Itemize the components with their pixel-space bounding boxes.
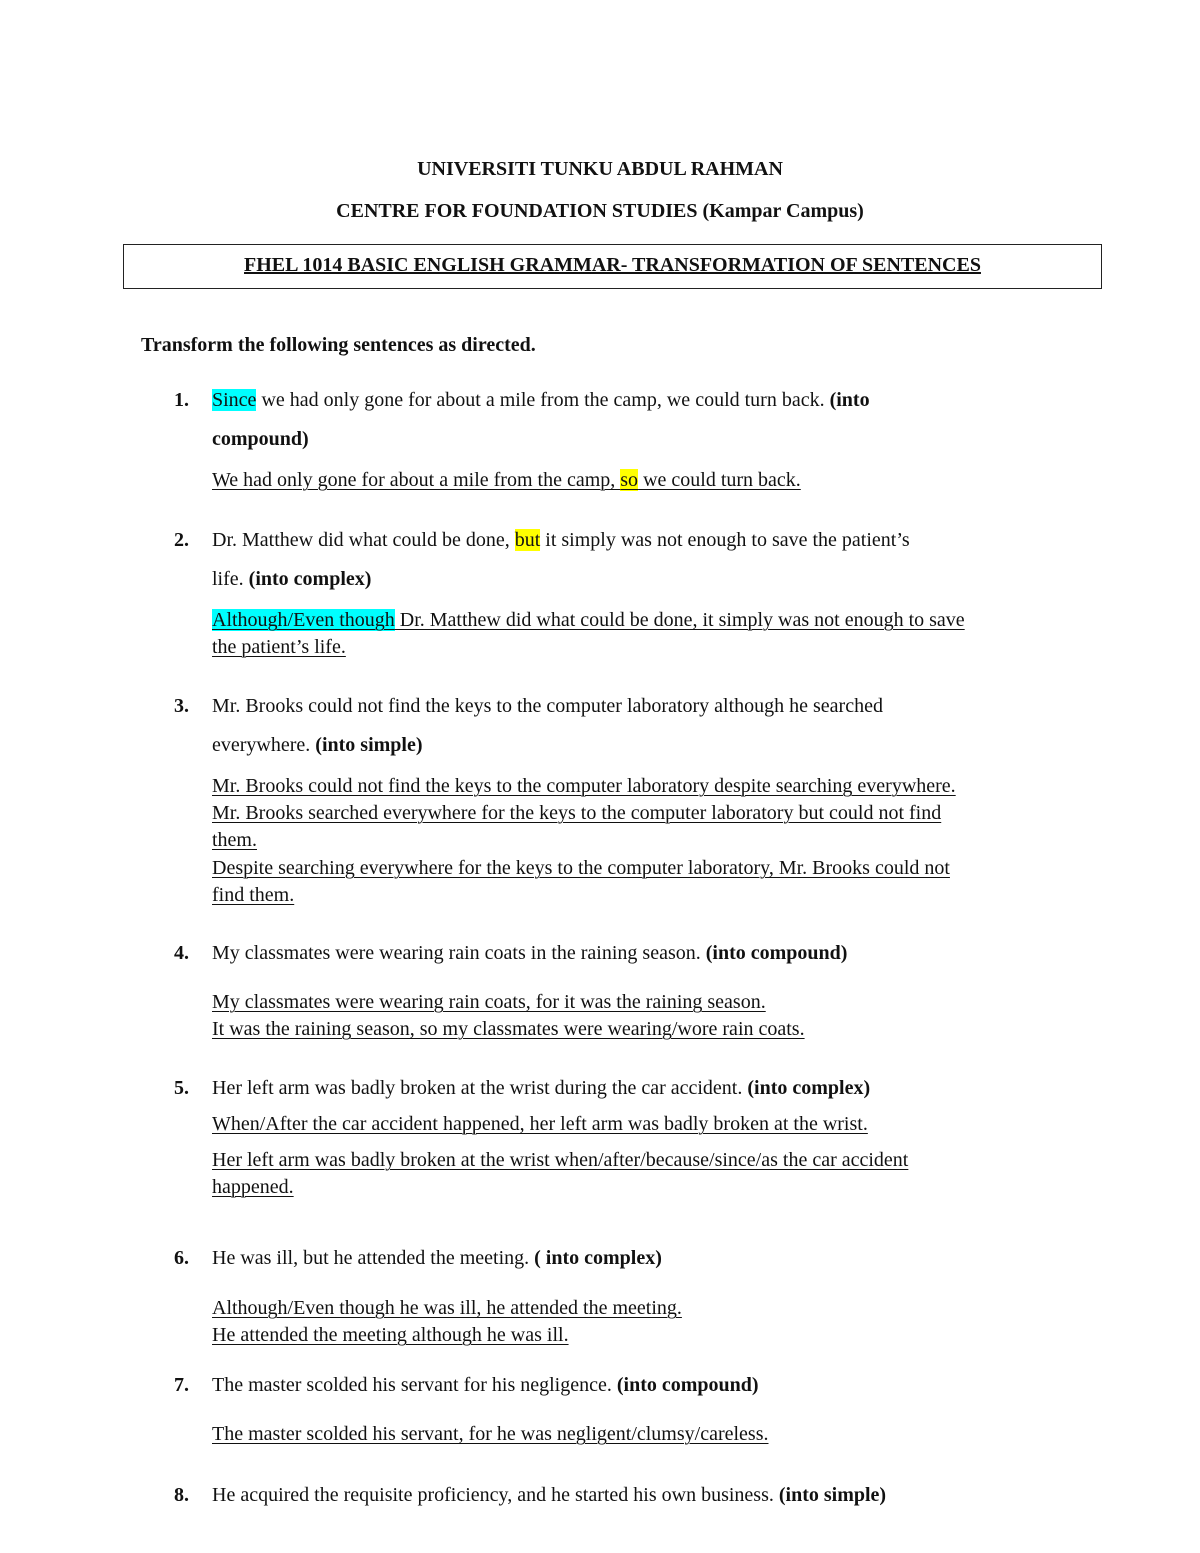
answer-line: Although/Even though Dr. Matthew did what could be done, it simply was not enough to save xyxy=(212,609,965,631)
centre-name: CENTRE FOR FOUNDATION STUDIES (Kampar Campus) xyxy=(336,200,864,222)
university-name: UNIVERSITI TUNKU ABDUL RAHMAN xyxy=(417,158,783,180)
question-number: 8. xyxy=(174,1484,189,1506)
direction: (into compound) xyxy=(616,1374,759,1396)
answer-line: When/After the car accident happened, her left arm was badly broken at the wrist. xyxy=(212,1113,868,1135)
answer-line: Mr. Brooks could not find the keys to the computer laboratory despite searching everywhere. xyxy=(212,775,956,797)
question-text: everywhere. (into simple) xyxy=(212,734,423,756)
question-number: 2. xyxy=(174,529,189,551)
question-number: 3. xyxy=(174,695,189,717)
direction: (into complex) xyxy=(248,568,372,590)
course-title-box xyxy=(123,244,1102,289)
highlighted-word: but xyxy=(514,529,541,551)
question-text: My classmates were wearing rain coats in the raining season. (into compound) xyxy=(212,942,848,964)
highlighted-word: so xyxy=(620,469,639,491)
question-text: life. (into complex) xyxy=(212,568,372,590)
direction: (into simple) xyxy=(315,734,423,756)
highlighted-word: Since xyxy=(212,389,257,411)
question-number: 7. xyxy=(174,1374,189,1396)
answer-line: the patient’s life. xyxy=(212,636,346,658)
instruction: Transform the following sentences as directed. xyxy=(141,334,536,356)
answer-line: happened. xyxy=(212,1176,294,1198)
question-text: The master scolded his servant for his negligence. (into compound) xyxy=(212,1374,759,1396)
answer-line: My classmates were wearing rain coats, for it was the raining season. xyxy=(212,991,766,1013)
highlighted-word: Although/Even though xyxy=(212,609,395,631)
question-number: 5. xyxy=(174,1077,189,1099)
answer-line: We had only gone for about a mile from the camp, so we could turn back. xyxy=(212,469,801,491)
direction: (into xyxy=(829,389,870,411)
question-number: 1. xyxy=(174,389,189,411)
question-text: He was ill, but he attended the meeting. ( into complex) xyxy=(212,1247,662,1269)
direction: ( into complex) xyxy=(534,1247,662,1269)
answer-line: Mr. Brooks searched everywhere for the keys to the computer laboratory but could not find xyxy=(212,802,942,824)
direction: (into complex) xyxy=(747,1077,871,1099)
question-text: Dr. Matthew did what could be done, but it simply was not enough to save the patient’s xyxy=(212,529,910,551)
answer-line: Despite searching everywhere for the keys to the computer laboratory, Mr. Brooks could not xyxy=(212,857,950,879)
question-number: 4. xyxy=(174,942,189,964)
direction: compound) xyxy=(212,428,309,450)
answer-line: Although/Even though he was ill, he attended the meeting. xyxy=(212,1297,682,1319)
course-title: FHEL 1014 BASIC ENGLISH GRAMMAR- TRANSFORMATION OF SENTENCES xyxy=(244,254,981,276)
question-text: Since we had only gone for about a mile from the camp, we could turn back. (into xyxy=(212,389,870,411)
answer-line: find them. xyxy=(212,884,295,906)
question-text: He acquired the requisite proficiency, and he started his own business. (into simple) xyxy=(212,1484,887,1506)
question-number: 6. xyxy=(174,1247,189,1269)
answer-line: It was the raining season, so my classmates were wearing/wore rain coats. xyxy=(212,1018,805,1040)
direction: (into simple) xyxy=(778,1484,887,1506)
direction: (into compound) xyxy=(705,942,848,964)
answer-line: them. xyxy=(212,829,257,851)
question-text: Her left arm was badly broken at the wrist during the car accident. (into complex) xyxy=(212,1077,871,1099)
question-text: Mr. Brooks could not find the keys to the computer laboratory although he searched xyxy=(212,695,883,717)
answer-line: He attended the meeting although he was ill. xyxy=(212,1324,569,1346)
answer-line: The master scolded his servant, for he was negligent/clumsy/careless. xyxy=(212,1423,769,1445)
answer-line: Her left arm was badly broken at the wrist when/after/because/since/as the car accident xyxy=(212,1149,909,1171)
